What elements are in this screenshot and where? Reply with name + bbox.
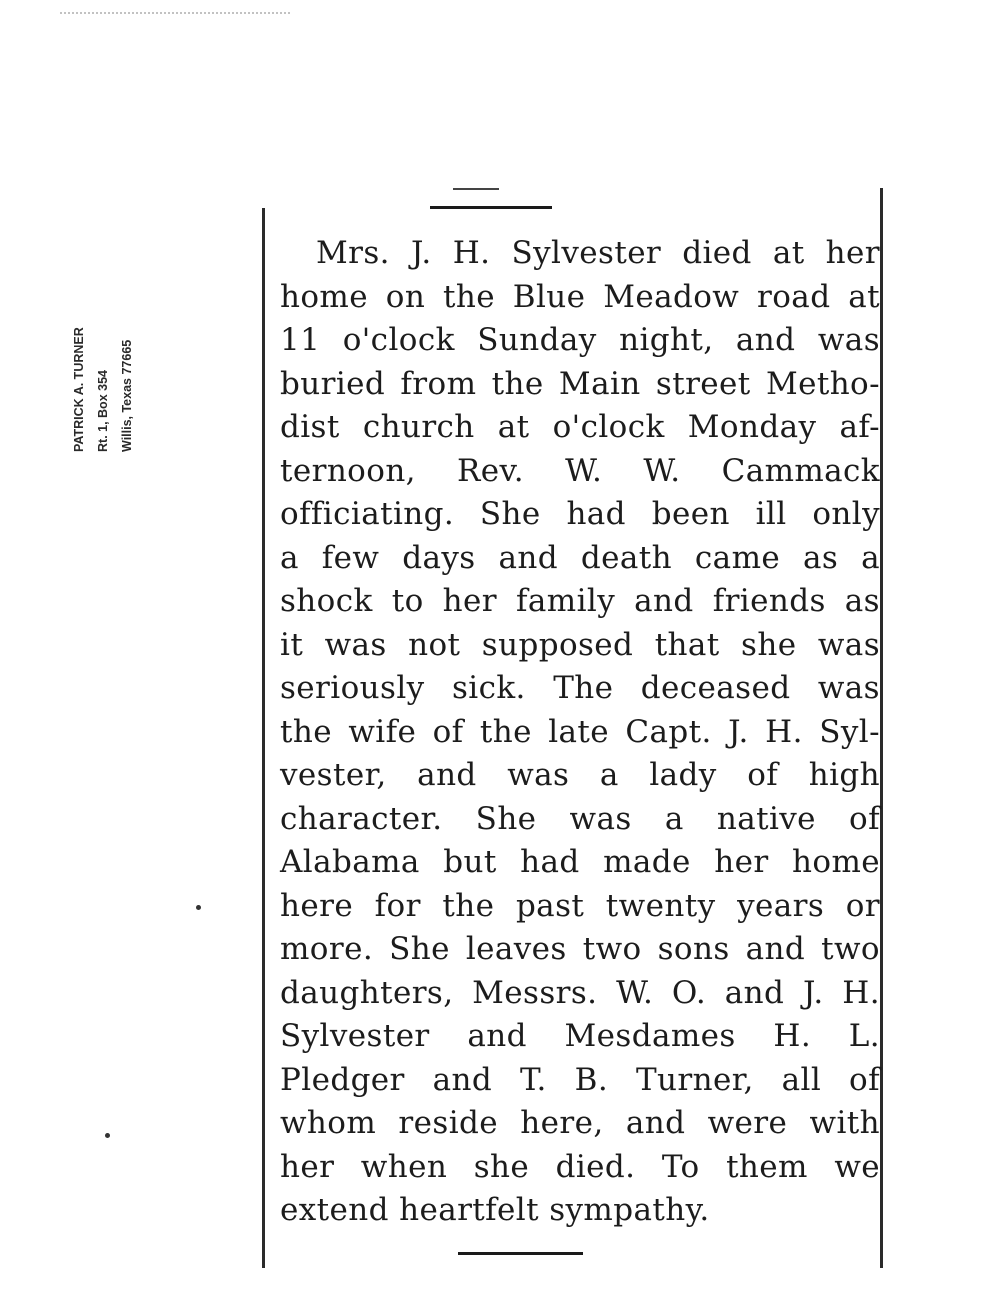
top-dash [453,188,499,190]
text-line: extend heartfelt sympathy. [280,1192,710,1228]
text-line: Pledger and T. B. Turner, all of [280,1061,880,1098]
text-line: Sylvester and Mesdames H. L. [280,1018,880,1054]
text-line: her when she died. To them we [280,1148,880,1185]
newspaper-clipping [258,188,890,1268]
text-line: whom reside here, and were with [280,1105,880,1141]
text-line: Mrs. J. H. Sylvester died at her [316,235,880,271]
text-line: ternoon, Rev. W. W. Cammack [280,452,880,489]
stray-mark [105,1133,110,1138]
stray-mark [196,905,201,910]
bottom-separator [458,1252,583,1255]
text-line: here for the past twenty years or [280,887,880,924]
text-line: vester, and was a lady of high [280,757,880,793]
stamp-city: Willis, Texas 77665 [120,339,134,452]
text-line: home on the Blue Meadow road at [280,278,880,315]
text-line: 11 o'clock Sunday night, and was [280,322,880,358]
address-stamp-text [67,262,139,452]
text-line: daughters, Messrs. W. O. and J. H. [280,974,880,1011]
text-line: character. She was a native of [280,800,880,837]
text-line: officiating. She had been ill only [280,496,880,532]
text-line: the wife of the late Capt. J. H. Syl- [280,713,880,750]
column-rule-right [880,188,883,1268]
text-line: Alabama but had made her home [280,844,880,880]
column-rule-left [262,208,265,1268]
text-line: it was not supposed that she was [280,626,880,663]
address-stamp [58,262,148,452]
text-line: a few days and death came as a [280,539,880,576]
top-edge-scribble [60,0,290,14]
stamp-route: Rt. 1, Box 354 [96,370,110,452]
text-line: shock to her family and friends as [280,583,880,619]
text-line: dist church at o'clock Monday af- [280,409,880,445]
text-line: buried from the Main street Metho- [280,365,880,402]
text-line: more. She leaves two sons and two [280,931,880,967]
top-separator [430,206,552,209]
obituary-text [280,232,880,1233]
text-line: seriously sick. The deceased was [280,670,880,706]
stamp-name: PATRICK A. TURNER [72,327,86,452]
